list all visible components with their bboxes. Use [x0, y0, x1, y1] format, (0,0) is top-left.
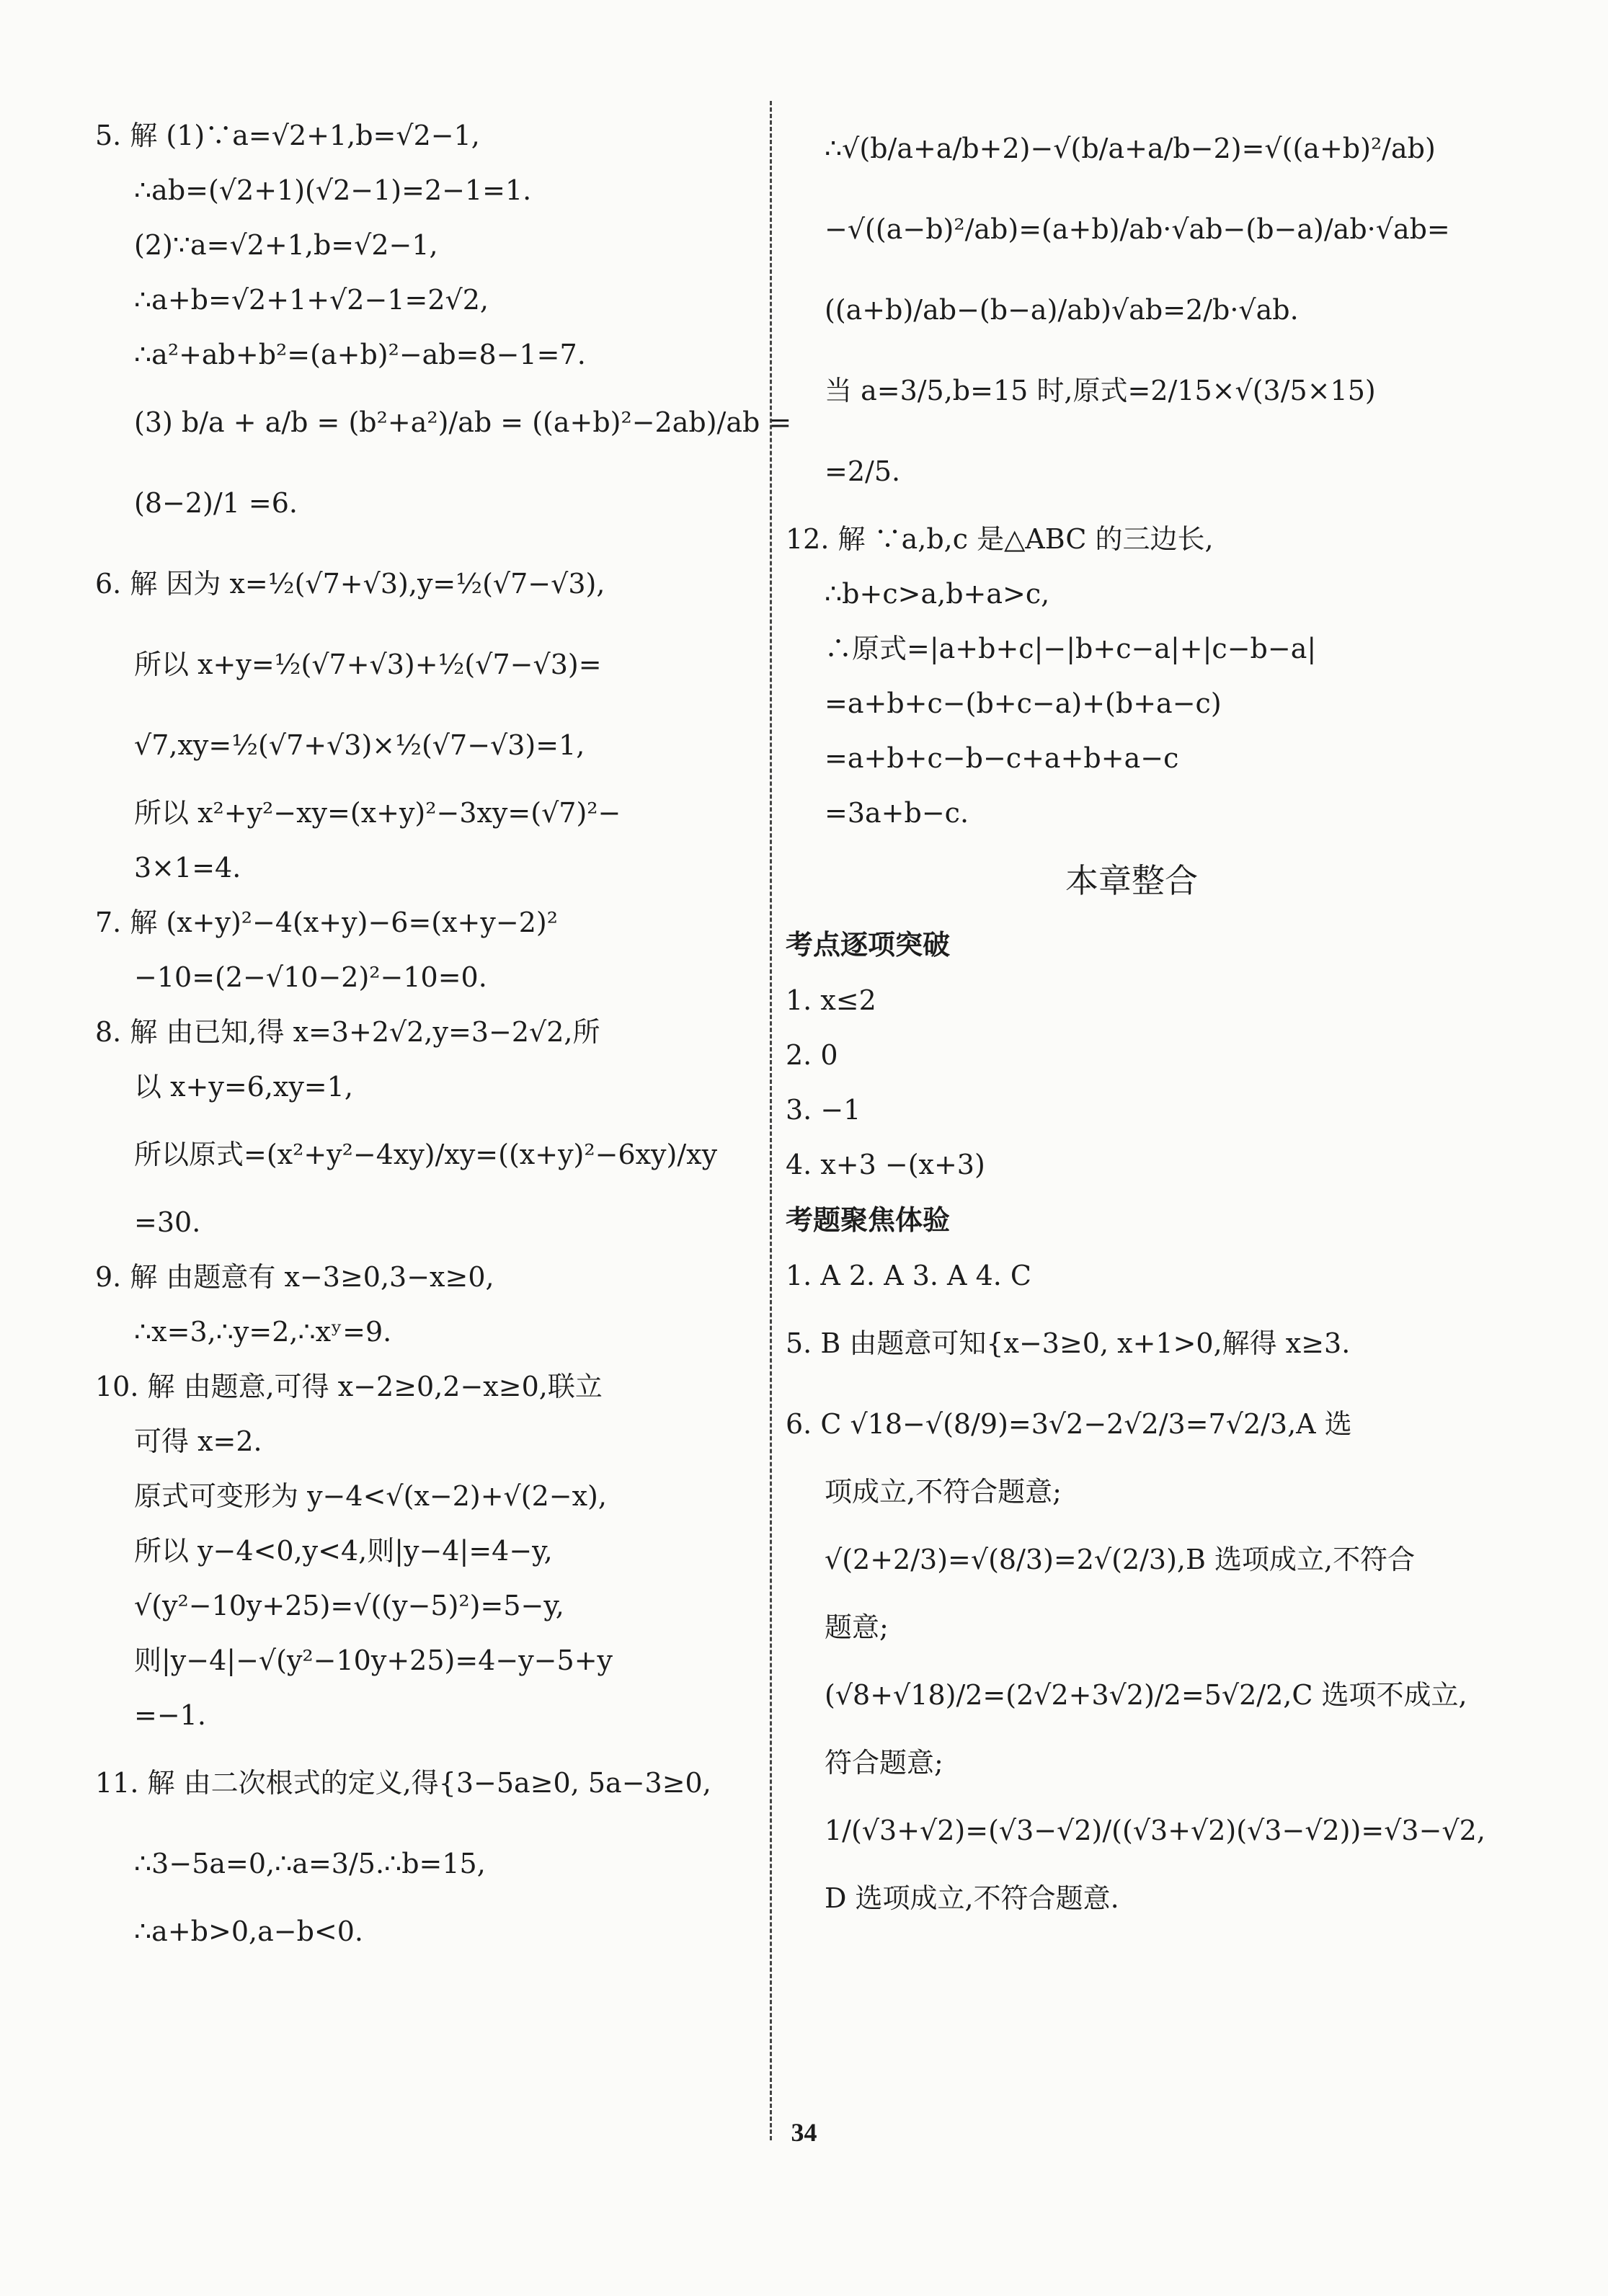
- text-line: 6. 解 因为 x=½(√7+√3),y=½(√7−√3),: [95, 568, 605, 600]
- text-line: 所以 x+y=½(√7+√3)+½(√7−√3)=: [134, 649, 602, 680]
- text-line: 1/(√3+√2)=(√3−√2)/((√3+√2)(√3−√2))=√3−√2,: [825, 1815, 1485, 1846]
- text-line: 11. 解 由二次根式的定义,得{3−5a≥0, 5a−3≥0,: [95, 1767, 711, 1799]
- text-line: ∴x=3,∴y=2,∴xʸ=9.: [134, 1316, 392, 1348]
- text-line: 6. C √18−√(8/9)=3√2−2√2/3=7√2/3,A 选: [786, 1408, 1352, 1440]
- page-number: 34: [791, 2118, 817, 2147]
- text-line: 当 a=3/5,b=15 时,原式=2/15×√(3/5×15): [825, 375, 1376, 406]
- text-line: ∴a+b>0,a−b<0.: [134, 1915, 364, 1947]
- text-line: 7. 解 (x+y)²−4(x+y)−6=(x+y−2)²: [95, 907, 558, 938]
- text-line: 2. 0: [786, 1039, 838, 1071]
- text-line: =30.: [134, 1206, 201, 1238]
- right-solutions: [786, 108, 1478, 840]
- text-line: 4. x+3 −(x+3): [786, 1149, 985, 1180]
- text-line: 10. 解 由题意,可得 x−2≥0,2−x≥0,联立: [95, 1371, 603, 1402]
- text-line: ∴ab=(√2+1)(√2−1)=2−1=1.: [134, 174, 532, 206]
- text-line: 原式可变形为 y−4<√(x−2)+√(2−x),: [134, 1480, 607, 1512]
- text-line: √(2+2/3)=√(8/3)=2√(2/3),B 选项成立,不符合: [825, 1544, 1416, 1575]
- text-line: 则|y−4|−√(y²−10y+25)=4−y−5+y: [134, 1645, 613, 1676]
- text-line: −10=(2−√10−2)²−10=0.: [134, 961, 487, 993]
- text-line: √7,xy=½(√7+√3)×½(√7−√3)=1,: [134, 729, 585, 761]
- text-line: ((a+b)/ab−(b−a)/ab)√ab=2/b·√ab.: [825, 294, 1299, 326]
- text-line: ∴3−5a=0,∴a=3/5.∴b=15,: [134, 1848, 486, 1879]
- text-line: =3a+b−c.: [825, 797, 969, 829]
- left-column: [95, 108, 792, 1959]
- text-line: 所以 y−4<0,y<4,则|y−4|=4−y,: [134, 1535, 553, 1567]
- text-line: 9. 解 由题意有 x−3≥0,3−x≥0,: [95, 1261, 494, 1293]
- text-line: −√((a−b)²/ab)=(a+b)/ab·√ab−(b−a)/ab·√ab=: [825, 213, 1450, 245]
- text-line: 以 x+y=6,xy=1,: [134, 1071, 353, 1103]
- text-line: =a+b+c−b−c+a+b+a−c: [825, 742, 1179, 774]
- text-line: (2)∵a=√2+1,b=√2−1,: [134, 229, 438, 261]
- right-answers-1: [786, 973, 1478, 1192]
- section-title: 本章整合: [1065, 861, 1198, 900]
- text-line: ∴原式=|a+b+c|−|b+c−a|+|c−b−a|: [825, 633, 1317, 664]
- text-line: D 选项成立,不符合题意.: [825, 1882, 1119, 1914]
- text-line: =2/5.: [825, 455, 901, 487]
- text-line: 可得 x=2.: [134, 1425, 262, 1457]
- text-line: ∴a+b=√2+1+√2−1=2√2,: [134, 284, 489, 316]
- text-line: 1. x≤2: [786, 984, 876, 1016]
- right-answers-2: [786, 1248, 1485, 1926]
- subsection-title-1: 考点逐项突破: [786, 929, 951, 961]
- text-line: =a+b+c−(b+c−a)+(b+a−c): [825, 688, 1222, 719]
- text-line: ∴b+c>a,b+a>c,: [825, 578, 1050, 610]
- text-line: 题意;: [825, 1611, 889, 1643]
- text-line: 1. A 2. A 3. A 4. C: [786, 1260, 1031, 1291]
- text-line: 3. −1: [786, 1094, 861, 1126]
- text-line: 所以原式=(x²+y²−4xy)/xy=((x+y)²−6xy)/xy: [134, 1139, 718, 1170]
- text-line: ∴√(b/a+a/b+2)−√(b/a+a/b−2)=√((a+b)²/ab): [825, 133, 1436, 164]
- text-line: 5. 解 (1)∵a=√2+1,b=√2−1,: [95, 120, 480, 151]
- text-line: (√8+√18)/2=(2√2+3√2)/2=5√2/2,C 选项不成立,: [825, 1679, 1467, 1711]
- right-column: [786, 108, 1485, 1926]
- text-line: ∴a²+ab+b²=(a+b)²−ab=8−1=7.: [134, 339, 586, 370]
- text-line: (3) b/a + a/b = (b²+a²)/ab = ((a+b)²−2ab)/ab =: [134, 406, 792, 438]
- text-line: 12. 解 ∵a,b,c 是△ABC 的三边长,: [786, 523, 1214, 555]
- text-line: 5. B 由题意可知{x−3≥0, x+1>0,解得 x≥3.: [786, 1327, 1351, 1359]
- text-line: =−1.: [134, 1699, 206, 1731]
- subsection-title-2: 考题聚焦体验: [786, 1204, 951, 1236]
- text-line: 符合题意;: [825, 1747, 943, 1779]
- text-line: (8−2)/1 =6.: [134, 487, 298, 519]
- text-line: √(y²−10y+25)=√((y−5)²)=5−y,: [134, 1590, 564, 1621]
- text-line: 所以 x²+y²−xy=(x+y)²−3xy=(√7)²−: [134, 797, 621, 829]
- text-line: 3×1=4.: [134, 852, 241, 884]
- text-line: 8. 解 由已知,得 x=3+2√2,y=3−2√2,所: [95, 1016, 600, 1048]
- text-line: 项成立,不符合题意;: [825, 1476, 1062, 1508]
